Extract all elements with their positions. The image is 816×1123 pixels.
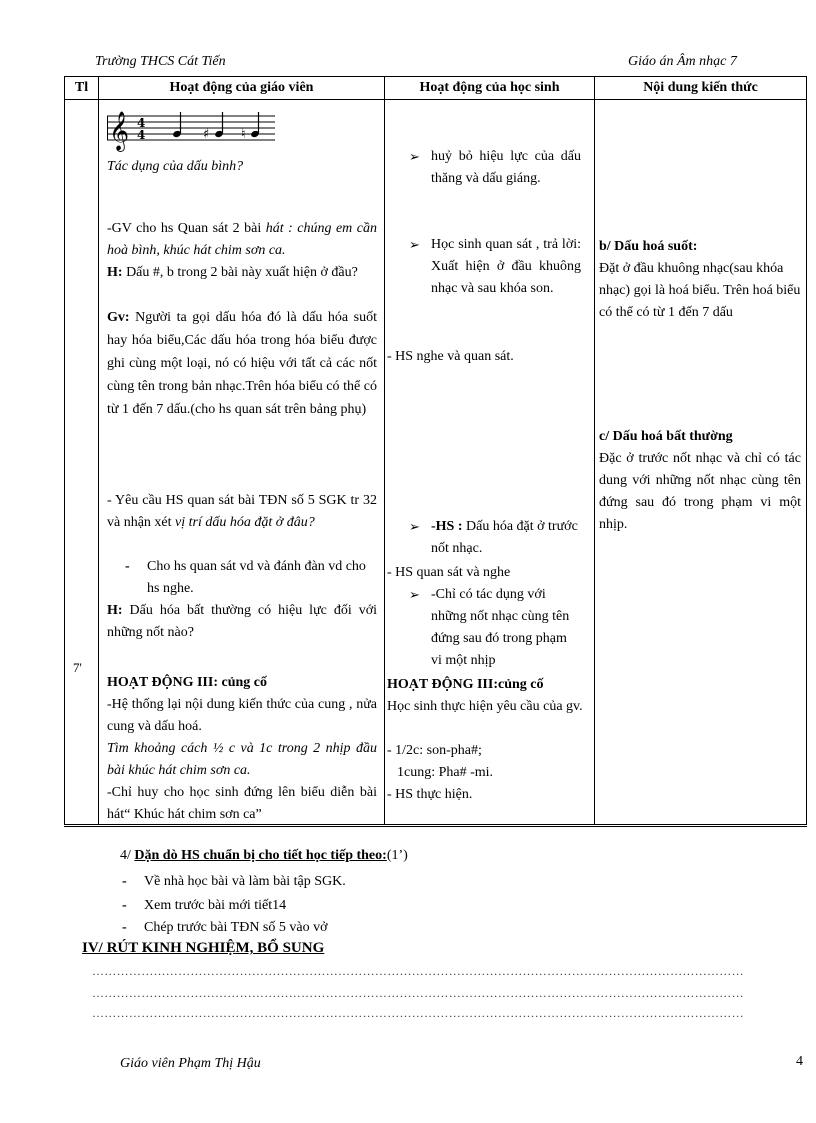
lesson-table [64,76,807,827]
dotted-line: …………………………………………………………………………………………………………………………………………… [92,1006,744,1020]
student-item-2: ➢ Học sinh quan sát , trả lời: Xuất hiện ở đầu khuông nhạc và sau khóa son. [409,234,581,300]
teacher-para-3: Gv: Người ta gọi dấu hóa đó là dấu hóa suốt hay hóa biểu,Các dấu hóa trong hóa biểu được ghi cùng một loại, nó có hiệu với tất cả các nốt cùng tên trong bản nhạc.Trên hóa biểu có thể có từ 1 đến 7 dấu.(cho hs quan sát trên bảng phụ) [107,310,377,417]
teacher-hd3-p1: -Hệ thống lại nội dung kiến thức của cung , nửa cung và dấu hoá. [107,697,377,734]
content-b-text: Đặt ở đầu khuông nhạc(sau khóa nhạc) gọi là hoá biểu. Trên hoá biểu có thể có từ 1 đến 7 dấu [599,261,801,320]
page-number: 4 [796,1054,803,1069]
teacher-para-1: -GV cho hs Quan sát 2 bài hát : chúng em cần hoà bình, khúc hát chim sơn ca. [107,221,377,258]
svg-text:♯: ♯ [203,127,210,142]
col-header-time: Tl [65,77,99,100]
content-cell [595,100,807,826]
student-hd3-p3: 1cung: Pha# -mi. [397,765,494,780]
arrow-bullet-icon: ➢ [409,149,420,164]
col-header-content: Nội dung kiến thức [595,77,807,100]
footer-teacher: Giáo viên Phạm Thị Hậu [120,1056,261,1071]
student-hd3-title: HOẠT ĐỘNG III:củng cố [387,677,544,692]
content-b-title: b/ Dấu hoá suốt: [599,239,698,254]
arrow-bullet-icon: ➢ [409,237,420,252]
header-school: Trường THCS Cát Tiến [95,54,226,69]
table-header-row [65,77,807,100]
student-cell [385,100,595,826]
teacher-hd3-title: HOẠT ĐỘNG III: củng cố [107,675,267,690]
dotted-line: …………………………………………………………………………………………………………………………………………… [92,986,744,1000]
music-staff-illustration [107,106,277,152]
arrow-bullet-icon: ➢ [409,519,420,534]
teacher-para-4: - Yêu cầu HS quan sát bài TĐN số 5 SGK tr 32 và nhận xét vị trí dấu hóa đặt ở đâu? [107,493,377,530]
teacher-hd3-p2: Tìm khoảng cách ½ c và 1c trong 2 nhịp đầu bài khúc hát chim sơn ca. [107,741,377,778]
student-hd3-p1: Học sinh thực hiện yêu cầu của gv. [387,699,583,714]
teacher-para-2: H: Dấu #, b trong 2 bài này xuất hiện ở đầu? [107,265,358,280]
student-hd3-p2: - 1/2c: son-pha#; [387,743,482,758]
natural-sign-question: Tác dụng của dấu bình? [107,159,244,174]
time-cell [65,100,99,826]
col-header-student: Hoạt động của học sinh [385,77,595,100]
teacher-para-6: H: Dấu hóa bất thường có hiệu lực đối với những nốt nào? [107,603,377,640]
student-item-5: - HS quan sát và nghe [387,565,511,580]
teacher-bullet: - Cho hs quan sát vd và đánh đàn vd cho hs nghe. [125,556,377,600]
section-iv-title: IV/ RÚT KINH NGHIỆM, BỔ SUNG [82,940,325,956]
homework-title: 4/ Dặn dò HS chuẩn bị cho tiết học tiếp theo:(1’) [120,848,408,863]
teacher-hd3-p3: -Chỉ huy cho học sinh đứng lên biểu diễn bài hát“ Khúc hát chim sơn ca” [107,785,377,822]
student-item-3: - HS nghe và quan sát. [387,349,514,364]
student-item-4: ➢ -HS : Dấu hóa đặt ở trước nốt nhạc. [409,516,581,560]
content-c-title: c/ Dấu hoá bất thường [599,429,733,444]
time-value: 7' [73,660,82,675]
content-c-text: Đặc ở trước nốt nhạc và chỉ có tác dung với những nốt nhạc cùng tên đứng sau đó trong phạm vi một nhịp. [599,451,801,532]
svg-text:4: 4 [137,116,146,130]
svg-text:♮: ♮ [241,127,246,142]
teacher-cell [99,100,385,826]
arrow-bullet-icon: ➢ [409,587,420,602]
col-header-teacher: Hoạt động của giáo viên [99,77,385,100]
student-item-1: ➢ huỷ bỏ hiệu lực của dấu thăng và dấu giáng. [409,146,581,190]
student-hd3-p4: - HS thực hiện. [387,787,473,802]
header-subject: Giáo án Âm nhạc 7 [628,54,737,69]
table-row [65,100,807,826]
dotted-line: …………………………………………………………………………………………………………………………………………… [92,964,744,978]
student-item-6: ➢ -Chỉ có tác dụng với những nốt nhạc cùng tên đứng sau đó trong phạm vi một nhịp [409,584,581,672]
svg-text:𝄞: 𝄞 [109,111,130,151]
svg-text:4: 4 [137,128,146,142]
dash-bullet: - [125,559,130,574]
